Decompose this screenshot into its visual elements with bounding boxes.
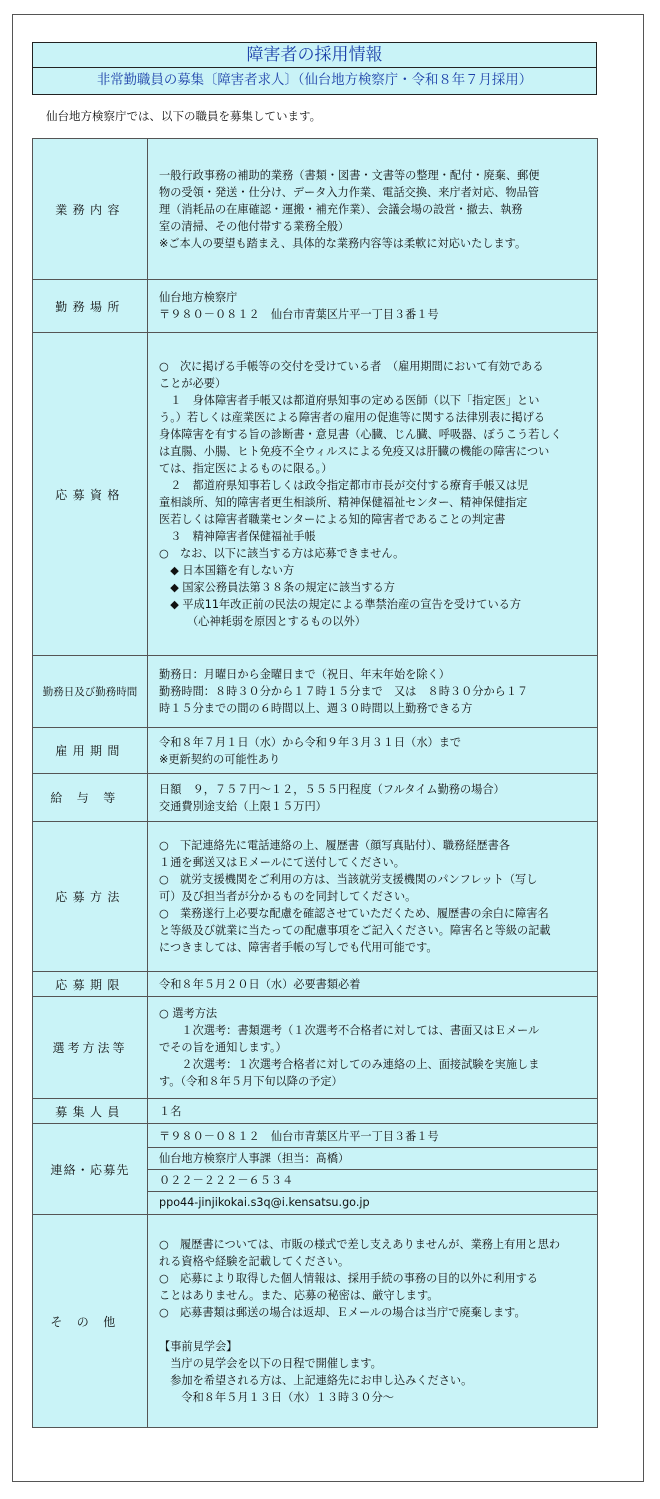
text-line: 仙台地方検察庁	[159, 291, 238, 304]
label-selection: 選考方法等	[33, 997, 148, 1099]
text-line: につきましては、障害者手帳の写しでも代用可能です。	[159, 941, 438, 954]
text-line: ２次選考：１次選考合格者に対してのみ連絡の上、面接試験を実施しま	[159, 1058, 540, 1071]
text-line: ことはありません。また、応募の秘密は、厳守します。	[159, 1289, 439, 1302]
text-line: １次選考：書類選考（１次選考不合格者に対しては、書面又はＥメール	[159, 1024, 540, 1037]
text-line: ○ 選考方法	[159, 1007, 218, 1020]
row-qualification	[33, 333, 598, 656]
text-line: ○ 下記連絡先に電話連絡の上、履歴書（顔写真貼付）、職務経歴書各	[159, 839, 510, 852]
text-line: は直腸、小腸、ヒト免疫不全ウィルスによる免疫又は肝臓の機能の障害につい	[159, 445, 550, 458]
text-line: 参加を希望される方は、上記連絡先にお申し込みください。	[159, 1374, 473, 1387]
row-selection	[33, 997, 598, 1099]
value-other	[148, 1215, 598, 1428]
value-qualification	[148, 333, 598, 656]
label-hours: 勤務日及び勤務時間	[33, 656, 148, 728]
label-deadline: 応募期限	[33, 972, 148, 997]
contact-line: ０２２－２２２－６５３４	[148, 1169, 597, 1191]
text-line: １名	[159, 1104, 182, 1118]
text-line: ○ なお、以下に該当する方は応募できません。	[159, 547, 405, 560]
text-line: 時１５分までの間の６時間以上、週３０時間以上勤務できる方	[159, 702, 473, 715]
row-contact	[33, 1124, 598, 1215]
text-line: ことが必要）	[159, 377, 227, 390]
text-line: ※更新契約の可能性あり	[159, 752, 281, 766]
row-method	[33, 822, 598, 972]
page-subtitle: 非常勤職員の募集〔障害者求人〕（仙台地方検察庁・令和８年７月採用）	[32, 67, 597, 95]
text-line: ２ 都道府県知事若しくは政令指定都市市長が交付する療育手帳又は児	[159, 479, 529, 492]
text-line: ３ 精神障害者保健福祉手帳	[159, 530, 316, 543]
row-other	[33, 1215, 598, 1428]
label-method: 応募方法	[33, 822, 148, 972]
text-line: ◆ 平成11年改正前の民法の規定による準禁治産の宣告を受けている方	[159, 598, 522, 611]
text-line: 当庁の見学会を以下の日程で開催します。	[159, 1357, 382, 1370]
page-title: 障害者の採用情報	[32, 42, 597, 68]
text-line: ◆ 国家公務員法第３８条の規定に該当する方	[159, 581, 395, 594]
row-workplace	[33, 280, 598, 333]
text-line: 勤務日：月曜日から金曜日まで（祝日、年末年始を除く）	[159, 668, 450, 681]
text-line: 一般行政事務の補助的業務（書類・図書・文書等の整理・配付・廃棄、郵便	[159, 168, 540, 182]
text-line: 医若しくは障害者職業センターによる知的障害者であることの判定書	[159, 513, 506, 526]
text-line: 〒９８０－０８１２ 仙台市青葉区片平一丁目３番１号	[159, 308, 439, 321]
text-line: 可）及び担当者が分かるものを同封してください。	[159, 890, 417, 903]
text-line: 童相談所、知的障害者更生相談所、精神保健福祉センター、精神保健指定	[159, 496, 528, 509]
contact-line: 仙台地方検察庁人事課（担当：髙橋）	[148, 1147, 597, 1169]
value-deadline	[148, 972, 598, 997]
title-box	[32, 10, 597, 100]
text-line: ○ 就労支援機関をご利用の方は、当該就労支援機関のパンフレット（写し	[159, 873, 538, 886]
text-line: ○ 業務遂行上必要な配慮を確認させていただくため、履歴書の余白に障害名	[159, 907, 549, 920]
value-workplace	[148, 280, 598, 333]
contact-line: 〒９８０－０８１２ 仙台市青葉区片平一丁目３番１号	[159, 1129, 439, 1143]
text-line	[159, 1321, 591, 1338]
label-salary: 給与等	[33, 774, 148, 822]
row-duties	[33, 139, 598, 280]
text-line: う。）若しくは産業医による障害者の雇用の促進等に関する法律別表に掲げる	[159, 411, 545, 424]
value-salary	[148, 774, 598, 822]
text-line: ※ご本人の要望も踏まえ、具体的な業務内容等は柔軟に対応いたします。	[159, 236, 527, 250]
value-method	[148, 822, 598, 972]
value-selection	[148, 997, 598, 1099]
text-line: 身体障害を有する旨の診断書・意見書（心臓、じん臓、呼吸器、ぼうこう若しく	[159, 428, 562, 441]
text-line: 令和８年７月１日（水）から令和９年３月３１日（水）まで	[159, 735, 462, 749]
text-line: す。（令和８年５月下旬以降の予定）	[159, 1075, 343, 1088]
row-count	[33, 1099, 598, 1124]
text-line: （心神耗弱を原因とするもの以外）	[159, 615, 366, 628]
text-line: ○ 履歴書については、市販の様式で差し支えありませんが、業務上有用と思わ	[159, 1238, 561, 1251]
label-qualification: 応募資格	[33, 333, 148, 656]
text-line: と等級及び就業に当たっての配慮事項をご記入ください。障害名と等級の記載	[159, 924, 551, 937]
text-line: 交通費別途支給（上限１５万円）	[159, 799, 327, 813]
text-line: ○ 次に掲げる手帳等の交付を受けている者 （雇用期間において有効である	[159, 360, 544, 373]
contact-line[interactable]: ppo44-jinjikokai.s3q@i.kensatsu.go.jp	[148, 1191, 597, 1213]
text-line: ◆ 日本国籍を有しない方	[159, 564, 295, 577]
label-workplace: 勤務場所	[33, 280, 148, 333]
text-line: 理（消耗品の在庫確認・運搬・補充作業）、会議会場の設営・撤去、執務	[159, 202, 523, 216]
label-other: その他	[33, 1215, 148, 1428]
label-count: 募集人員	[33, 1099, 148, 1124]
text-line: １ 身体障害者手帳又は都道府県知事の定める医師（以下「指定医」とい	[159, 394, 540, 407]
text-line: 物の受領・発送・仕分け、データ入力作業、電話交換、来庁者対応、物品管	[159, 185, 539, 199]
text-line: ては、指定医によるものに限る。）	[159, 462, 333, 475]
label-contact: 連絡・応募先	[33, 1124, 148, 1215]
label-duties: 業務内容	[33, 139, 148, 280]
text-line: 室の清掃、その他付帯する業務全般）	[159, 219, 350, 233]
text-line: 勤務時間：８時３０分から１７時１５分まで 又は ８時３０分から１７	[159, 685, 529, 698]
intro-text: 仙台地方検察庁では、以下の職員を募集しています。	[46, 109, 322, 123]
row-hours	[33, 656, 598, 728]
text-line: １通を郵送又はＥメールにて送付してください。	[159, 856, 405, 869]
value-hours	[148, 656, 598, 728]
row-salary	[33, 774, 598, 822]
text-line: 日額 ９，７５７円～１２，５５５円程度（フルタイム勤務の場合）	[159, 782, 505, 796]
value-count	[148, 1099, 598, 1124]
recruitment-table	[32, 138, 598, 1428]
text-line: 令和８年５月２０日（水）必要書類必着	[159, 977, 361, 991]
row-period	[33, 728, 598, 774]
text-line: ○ 応募により取得した個人情報は、採用手続の事務の目的以外に利用する	[159, 1272, 538, 1285]
text-line: れる資格や経験を記載してください。	[159, 1255, 350, 1268]
value-duties	[148, 139, 598, 280]
text-line: でその旨を通知します。）	[159, 1041, 287, 1054]
text-line: 【事前見学会】	[159, 1340, 238, 1353]
value-period	[148, 728, 598, 774]
label-period: 雇用期間	[33, 728, 148, 774]
text-line: 令和８年５月１３日（水）１３時３０分～	[159, 1391, 394, 1404]
text-line: ○ 応募書類は郵送の場合は返却、Ｅメールの場合は当庁で廃棄します。	[159, 1306, 526, 1319]
row-deadline	[33, 972, 598, 997]
value-contact	[148, 1124, 598, 1215]
